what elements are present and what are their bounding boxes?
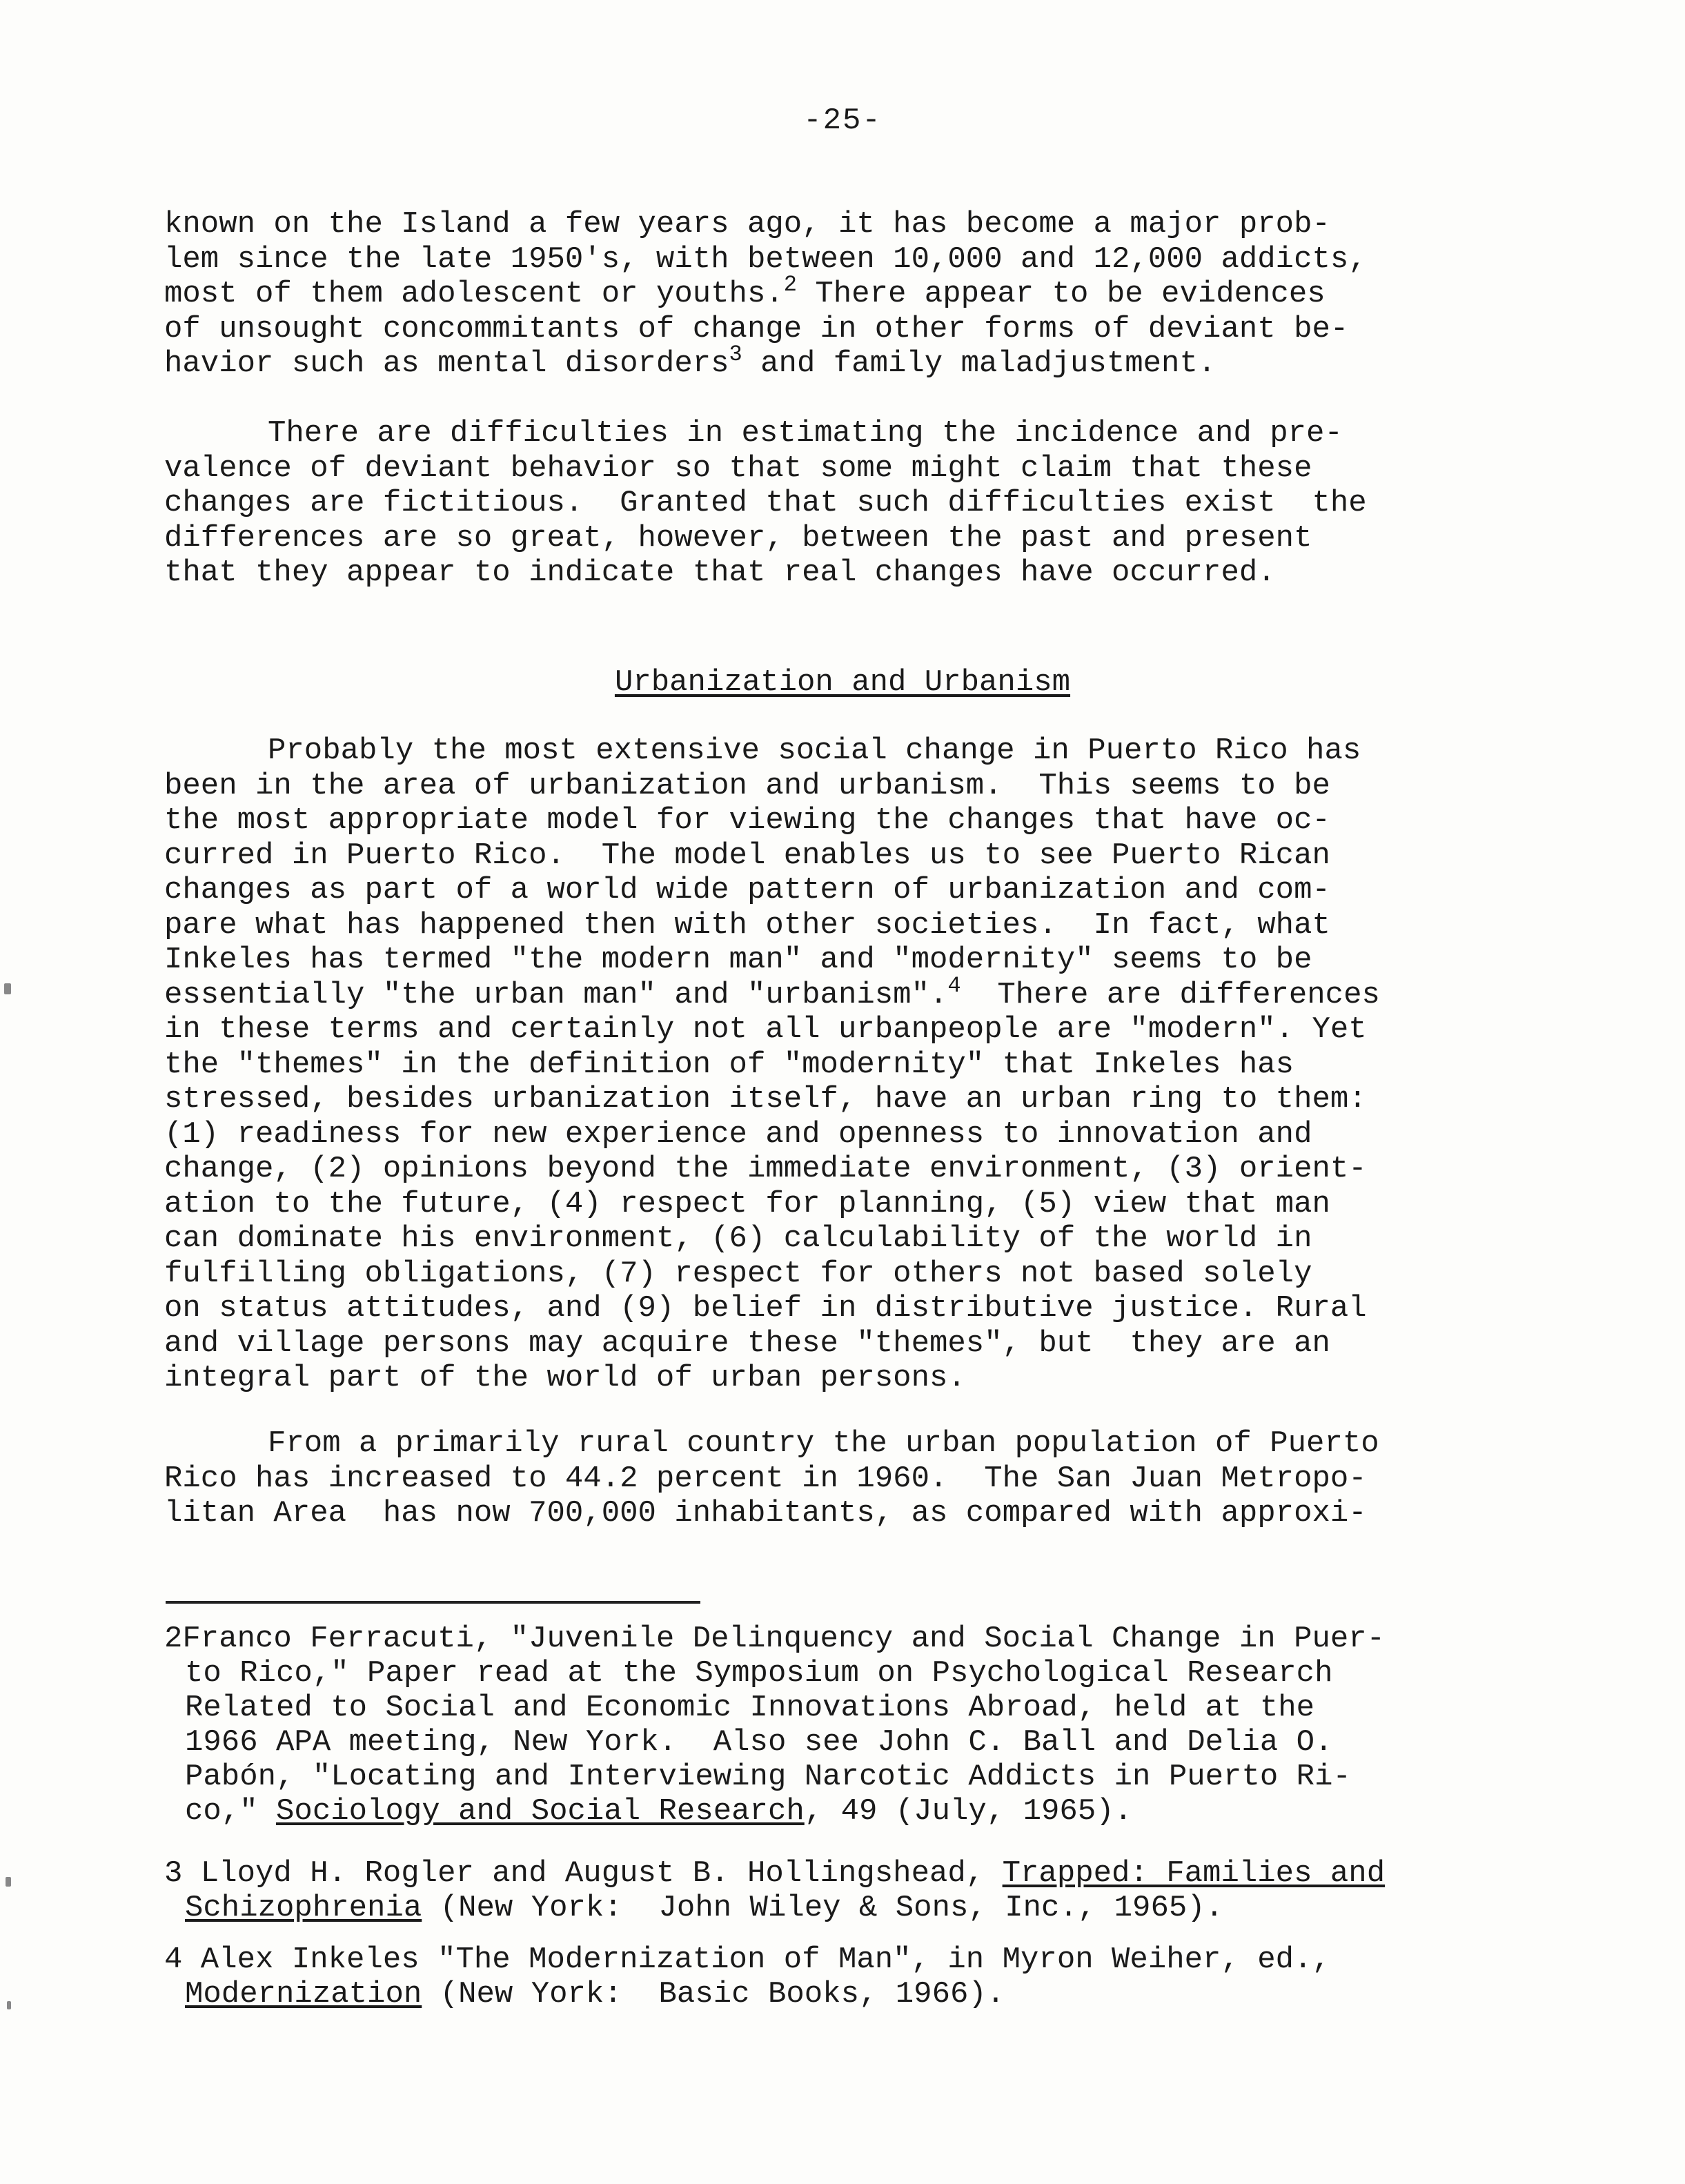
paragraph-difficulties: [164, 416, 1558, 591]
text-line: From a primarily rural country the urban population of Puerto: [268, 1426, 1379, 1461]
text-line: litan Area has now 700,000 inhabitants, as compared with approxi-: [164, 1496, 1367, 1531]
footnote-line: Pabón, "Locating and Interviewing Narcotic Addicts in Puerto Ri-: [185, 1760, 1351, 1794]
paragraph-urbanization: [164, 734, 1558, 1396]
text-line: Inkeles has termed "the modern man" and "modernity" seems to be: [164, 943, 1312, 977]
footnote-marker: 4: [164, 1942, 183, 1977]
text-line: in these terms and certainly not all urbanpeople are "modern". Yet: [164, 1012, 1367, 1047]
text-line: and village persons may acquire these "themes", but they are an: [164, 1326, 1330, 1361]
paragraph-addiction: [164, 207, 1558, 382]
footnote-line: Schizophrenia (New York: John Wiley & Sons, Inc., 1965).: [185, 1891, 1224, 1925]
text-line: valence of deviant behavior so that some might claim that these: [164, 451, 1312, 486]
text-line: pare what has happened then with other societies. In fact, what: [164, 907, 1330, 943]
text-line: changes as part of a world wide pattern of urbanization and com-: [164, 873, 1330, 907]
text-line: (1) readiness for new experience and openness to innovation and: [164, 1116, 1312, 1152]
footnote-line: 1966 APA meeting, New York. Also see John C. Ball and Delia O.: [185, 1725, 1333, 1760]
text-line: the most appropriate model for viewing the changes that have oc-: [164, 803, 1330, 838]
scan-artifact: [4, 983, 11, 994]
text-line: can dominate his environment, (6) calculability of the world in: [164, 1221, 1312, 1256]
text-line: havior such as mental disorders$^3$ and family maladjustment.: [164, 342, 1216, 381]
text-line: of unsought concommitants of change in other forms of deviant be-: [164, 311, 1349, 346]
footnote-line: Related to Social and Economic Innovations Abroad, held at the: [185, 1691, 1315, 1725]
footnote-ref-4[interactable]: 4: [947, 972, 961, 998]
scan-artifact: [7, 2001, 11, 2009]
section-heading: [0, 665, 1685, 700]
text-line: known on the Island a few years ago, it has become a major prob-: [164, 207, 1330, 242]
text-line: integral part of the world of urban persons.: [164, 1361, 966, 1395]
footnote-2: [164, 1622, 1558, 1829]
footnote-line: to Rico," Paper read at the Symposium on Psychological Research: [185, 1656, 1333, 1691]
page-number: -25-: [803, 104, 882, 138]
text-line: stressed, besides urbanization itself, have an urban ring to them:: [164, 1082, 1367, 1116]
text-line: on status attitudes, and (9) belief in distributive justice. Rural: [164, 1291, 1367, 1326]
text-line: that they appear to indicate that real changes have occurred.: [164, 555, 1276, 590]
footnote-line: 2Franco Ferracuti, "Juvenile Delinquency and Social Change in Puer-: [164, 1622, 1386, 1656]
text-line: most of them adolescent or youths.$^2$ There appear to be evidences: [164, 272, 1326, 311]
footnote-separator: [166, 1601, 700, 1604]
text-line: been in the area of urbanization and urbanism. This seems to be: [164, 768, 1330, 803]
cited-book-title: Trapped: Families and: [1002, 1856, 1386, 1891]
text-line: differences are so great, however, between the past and present: [164, 520, 1312, 555]
footnote-4: [164, 1942, 1558, 2011]
cited-book-title: Schizophrenia: [185, 1891, 422, 1925]
text-line: ation to the future, (4) respect for planning, (5) view that man: [164, 1186, 1330, 1221]
text-line: changes are fictitious. Granted that such difficulties exist the: [164, 486, 1367, 520]
text-line: essentially "the urban man" and "urbanism".$^4$ There are differences: [164, 972, 1380, 1012]
footnote-marker: 2: [164, 1622, 183, 1656]
footnote-line: 3 Lloyd H. Rogler and August B. Hollingshead, Trapped: Families and: [164, 1856, 1386, 1891]
text-line: curred in Puerto Rico. The model enables us to see Puerto Rican: [164, 838, 1330, 873]
footnote-ref-2[interactable]: 2: [783, 272, 797, 297]
cited-book-title: Modernization: [185, 1977, 422, 2011]
section-heading-text: Urbanization and Urbanism: [614, 665, 1071, 700]
footnote-line: 4 Alex Inkeles "The Modernization of Man", in Myron Weiher, ed.,: [164, 1942, 1330, 1977]
text-line: There are difficulties in estimating the incidence and pre-: [268, 416, 1343, 451]
footnote-3: [164, 1856, 1558, 1925]
cited-journal-title: Sociology and Social Research: [276, 1794, 805, 1829]
text-line: Probably the most extensive social change in Puerto Rico has: [268, 734, 1361, 768]
text-line: fulfilling obligations, (7) respect for others not based solely: [164, 1256, 1312, 1291]
footnote-ref-3[interactable]: 3: [729, 342, 742, 367]
scan-artifact: [6, 1877, 11, 1887]
text-line: the "themes" in the definition of "modernity" that Inkeles has: [164, 1047, 1294, 1082]
paragraph-population: [164, 1426, 1558, 1531]
footnote-marker: 3: [164, 1856, 183, 1891]
footnote-line: co," Sociology and Social Research, 49 (July, 1965).: [185, 1794, 1133, 1829]
text-line: Rico has increased to 44.2 percent in 1960. The San Juan Metropo-: [164, 1461, 1367, 1496]
footnote-line: Modernization (New York: Basic Books, 1966).: [185, 1977, 1005, 2011]
text-line: change, (2) opinions beyond the immediate environment, (3) orient-: [164, 1152, 1367, 1186]
text-line: lem since the late 1950's, with between 10,000 and 12,000 addicts,: [164, 242, 1367, 277]
